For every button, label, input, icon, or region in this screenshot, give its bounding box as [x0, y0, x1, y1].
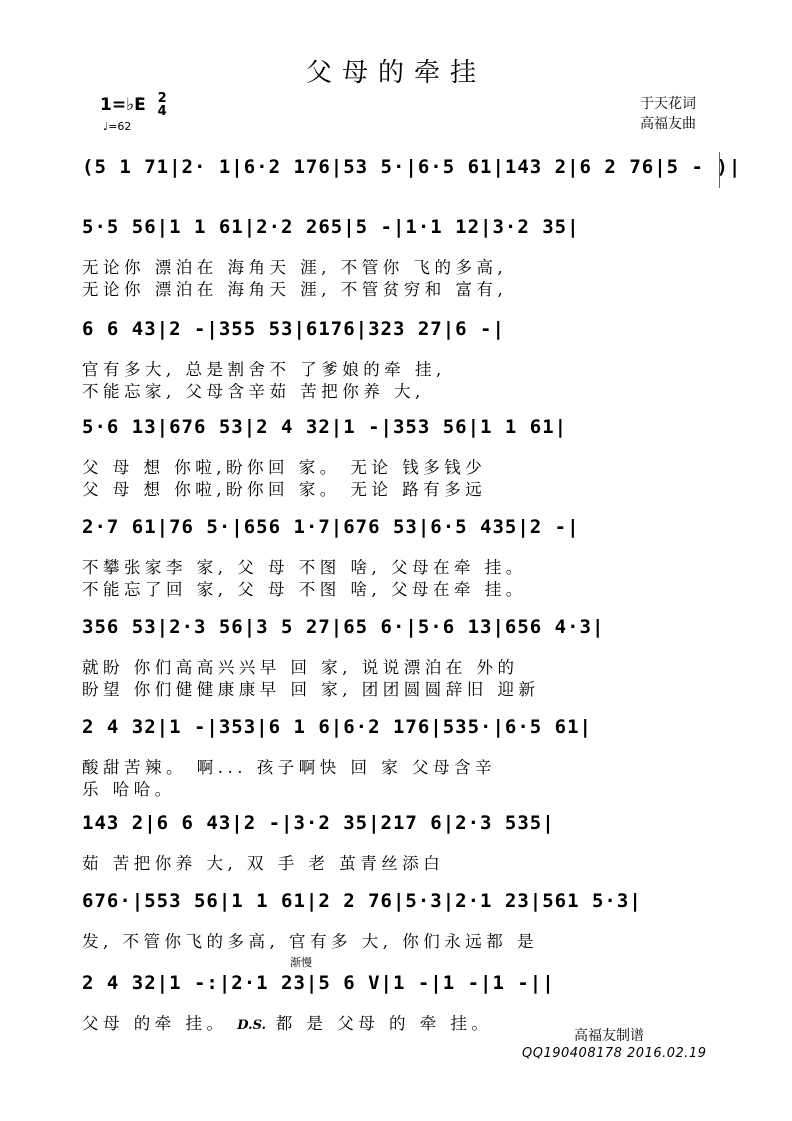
notes-line: [80, 886, 720, 922]
lyric-verse-1: 无论你 漂泊在 海角天 涯, 不管你 飞的多高,: [82, 258, 508, 277]
credits: [640, 94, 696, 134]
notes-line: [80, 152, 742, 188]
lyric-verse-1: 就盼 你们高高兴兴早 回 家, 说说漂泊在 外的: [82, 658, 519, 677]
lyric-verse-1: 父 母 想 你啦,盼你回 家。 无论 钱多钱少: [82, 458, 487, 477]
lyric-verse-1: 酸甜苦辣。 啊... 孩子啊快 回 家 父母含辛: [82, 758, 496, 777]
lyric-verse-1: 不攀张家李 家, 父 母 不图 啥, 父母在牵 挂。: [82, 558, 527, 577]
dal-segno-mark: D.S.: [237, 1018, 267, 1033]
lyric-verse-2: 盼望 你们健健康康早 回 家, 团团圆圆辞旧 迎新: [82, 680, 540, 699]
arranger-credit: 高福友制谱: [574, 1028, 644, 1044]
lyricist: 于天花词: [640, 96, 696, 112]
tonality: 1=♭E: [100, 95, 146, 115]
ritardando-mark: 渐慢: [290, 956, 312, 969]
lyric-verse-1: 发, 不管你飞的多高, 官有多 大, 你们永远都 是: [82, 932, 538, 951]
lyric-verse-1: 茹 苦把你养 大, 双 手 老 茧青丝添白: [82, 854, 445, 873]
jianpu-notes: 2·7 61|76 5·|656 1·7|676 53|6·5 435|2 -|: [82, 516, 580, 538]
jianpu-notes: (5 1 71|2· 1|6·2 176|53 5·|6·5 61|143 2|6 2 76|5 - )|: [82, 156, 742, 178]
composer: 高福友曲: [640, 116, 696, 132]
notes-line: [80, 612, 720, 648]
notes-line: [80, 968, 720, 1004]
notes-line: [80, 212, 720, 248]
song-title: 父母的牵挂: [305, 58, 486, 88]
jianpu-notes: 2 4 32|1 -|353|6 1 6|6·2 176|535·|6·5 61|: [82, 716, 592, 738]
lyric-verse-2: 无论你 漂泊在 海角天 涯, 不管贫穷和 富有,: [82, 280, 508, 299]
jianpu-notes: 2 4 32|1 -:|2·1 23|5 6 V|1 -|1 -|1 -||: [82, 972, 555, 994]
jianpu-notes: 676·|553 56|1 1 61|2 2 76|5·3|2·1 23|561 5·3|: [82, 890, 642, 912]
key-signature: [100, 92, 167, 118]
jianpu-notes: 5·5 56|1 1 61|2·2 265|5 -|1·1 12|3·2 35|: [82, 216, 580, 238]
lyric-verse-2: 乐 哈哈。: [82, 780, 176, 799]
jianpu-notes: 6 6 43|2 -|355 53|6176|323 27|6 -|: [82, 318, 505, 340]
contact-date: QQ190408178 2016.02.19: [522, 1046, 707, 1061]
lyric-ending: 父母 的牵 挂。: [82, 1014, 228, 1033]
lyric-coda: 都 是 父母 的 牵 挂。: [275, 1014, 493, 1033]
tempo-marking: ♩=62: [103, 120, 132, 133]
time-bottom: 4: [157, 104, 167, 119]
notes-line: [80, 412, 720, 448]
notes-line: [80, 808, 720, 844]
jianpu-notes: 5·6 13|676 53|2 4 32|1 -|353 56|1 1 61|: [82, 416, 568, 438]
lyric-verse-2: 父 母 想 你啦,盼你回 家。 无论 路有多远: [82, 480, 487, 499]
notes-line: [80, 712, 720, 748]
notes-line: [80, 512, 720, 548]
time-signature: [158, 92, 167, 118]
lyric-verse-1: [82, 1010, 493, 1034]
notes-line: [80, 314, 720, 350]
jianpu-notes: 143 2|6 6 43|2 -|3·2 35|217 6|2·3 535|: [82, 812, 555, 834]
lyric-verse-2: 不能忘了回 家, 父 母 不图 啥, 父母在牵 挂。: [82, 580, 527, 599]
jianpu-notes: 356 53|2·3 56|3 5 27|65 6·|5·6 13|656 4·3|: [82, 616, 605, 638]
time-top: 2: [157, 91, 167, 106]
lyric-verse-2: 不能忘家, 父母含辛茹 苦把你养 大,: [82, 382, 425, 401]
lyric-verse-1: 官有多大, 总是割舍不 了爹娘的牵 挂,: [82, 360, 446, 379]
